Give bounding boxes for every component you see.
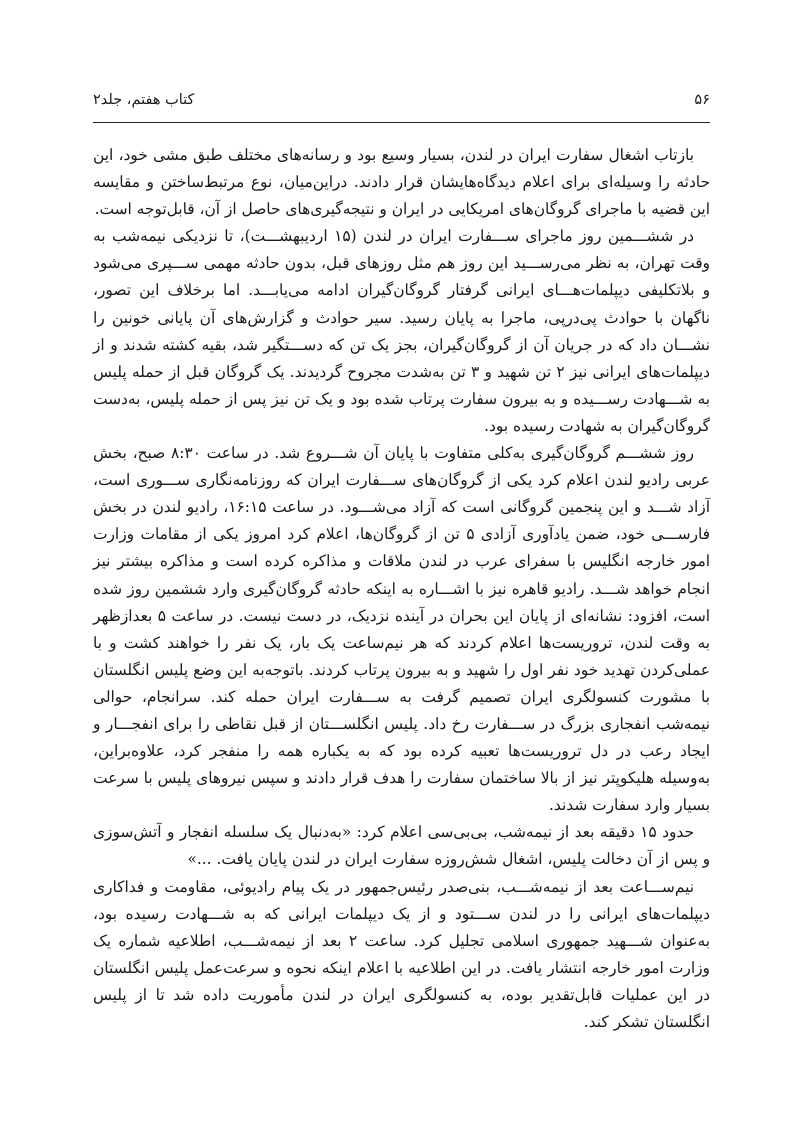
book-title: کتاب هفتم، جلد۲ bbox=[93, 92, 195, 108]
body-text bbox=[93, 142, 710, 1036]
paragraph: بازتاب اشغال سفارت ایران در لندن، بسیار وسیع بود و رسانه‌های مختلف طبق مشی خود، این حادثه را وسیله‌ای برای اعلام دیدگاه‌هایشان قرار دادند. دراین‌میان، نوع مرتبط‌ساختن و مقایسه این قضیه با ماجرای گروگان‌های امریکایی در ایران و نتیجه‌گیری‌های حاصل از آن، قابل‌توجه است. bbox=[93, 146, 710, 219]
page-number: ۵۶ bbox=[694, 92, 710, 108]
running-header bbox=[93, 92, 710, 112]
header-divider bbox=[93, 122, 710, 123]
paragraph: روز ششـــم گروگان‌گیری به‌کلی متفاوت با پایان آن شـــروع شد. در ساعت ۸:۳۰ صبح، بخش عربی رادیو لندن اعلام کرد یکی از گروگان‌های ســـفارت ایران که روزنامه‌نگاری ســـوری است، آزاد شـــد و این پنجمین گروگانی است که آزاد می‌شـــود. در ساعت ۱۶:۱۵، رادیو لندن در بخش فارســـی خود، ضمن یادآوری آزادی ۵ تن از گروگان‌ها، اعلام کرد امروز یکی از مقامات وزارت امور خارجه انگلیس با سفرای عرب در لندن ملاقات و مذاکره کرده است و مذاکره بیشتر نیز انجام خواهد شـــد. رادیو قاهره نیز با اشـــاره به اینکه حادثه گروگان‌گیری وارد ششمین روز شده است، افزود: نشانه‌ای از پایان این بحران در آینده نزدیک، در دست نیست. در ساعت ۵ بعدازظهر به وقت لندن، تروریست‌ها اعلام کردند که هر نیم‌ساعت یک بار، یک نفر را خواهند کشت و با عملی‌کردن تهدید خود نفر اول را شهید و به بیرون پرتاب کردند. باتوجه‌به این وضع پلیس انگلستان با مشورت کنسولگری ایران تصمیم گرفت به ســـفارت ایران حمله کند. سرانجام، حوالی نیمه‌شب انفجاری بزرگ در ســـفارت رخ داد. پلیس انگلســـتان از قبل نقاطی را برای انفجـــار و ایجاد رعب در دل تروریست‌ها تعبیه کرده بود که به یکباره همه را منفجر کرد، علاوه‌براین، به‌وسیله هلیکوپتر نیز از بالا ساختمان سفارت را هدف قرار دادند و سپس نیروهای پلیس با سرعت بسیار وارد سفارت شدند. bbox=[93, 444, 711, 815]
paragraph: نیم‌ســـاعت بعد از نیمه‌شـــب، بنی‌صدر رئیس‌جمهور در یک پیام رادیوئی، مقاومت و فداکاری دیپلمات‌های ایرانی را در لندن ســـتود و از یک دیپلمات ایرانی که به شـــهادت رسیده بود، به‌عنوان شـــهید جمهوری اسلامی تجلیل کرد. ساعت ۲ بعد از نیمه‌شـــب، اطلاعیه شماره یک وزارت امور خارجه انتشار یافت. در این اطلاعیه با اعلام اینکه نحوه و سرعت‌عمل پلیس انگلستان در این عملیات قابل‌تقدیر بوده، به کنسولگری ایران در لندن مأموریت داده شد تا از پلیس انگلستان تشکر کند. bbox=[93, 877, 710, 1031]
paragraph: حدود ۱۵ دقیقه بعد از نیمه‌شب، بی‌بی‌سی اعلام کرد: «به‌دنبال یک سلسله انفجار و آتش‌سوزی و پس از آن دخالت پلیس، اشغال شش‌روزه سفارت ایران در لندن پایان یافت. ...» bbox=[93, 823, 710, 869]
paragraph: در ششـــمین روز ماجرای ســـفارت ایران در لندن (۱۵ اردیبهشـــت)، تا نزدیکی نیمه‌شب به وقت تهران، به نظر می‌رســـید این روز هم مثل روزهای قبل، بدون حادثه مهمی ســـپری می‌شود و بلاتکلیفی دیپلمات‌هـــای ایرانی گرفتار گروگان‌گیران ادامه می‌یابـــد. اما برخلاف این تصور، ناگهان با حوادث پی‌درپی، ماجرا به پایان رسید. سیر حوادث و گزارش‌های آن پایانی خونین را نشـــان داد که در جریان آن از گروگان‌گیران، بجز یک تن که دســـتگیر شد، بقیه کشته شدند و از دیپلمات‌های ایرانی نیز ۲ تن شهید و ۳ تن به‌شدت مجروح گردیدند. یک گروگان قبل از حمله پلیس به شـــهادت رســـیده و به بیرون سفارت پرتاب شده بود و یک تن نیز پس از حمله پلیس، به‌دست گروگان‌گیران به شهادت رسیده بود. bbox=[93, 227, 710, 435]
